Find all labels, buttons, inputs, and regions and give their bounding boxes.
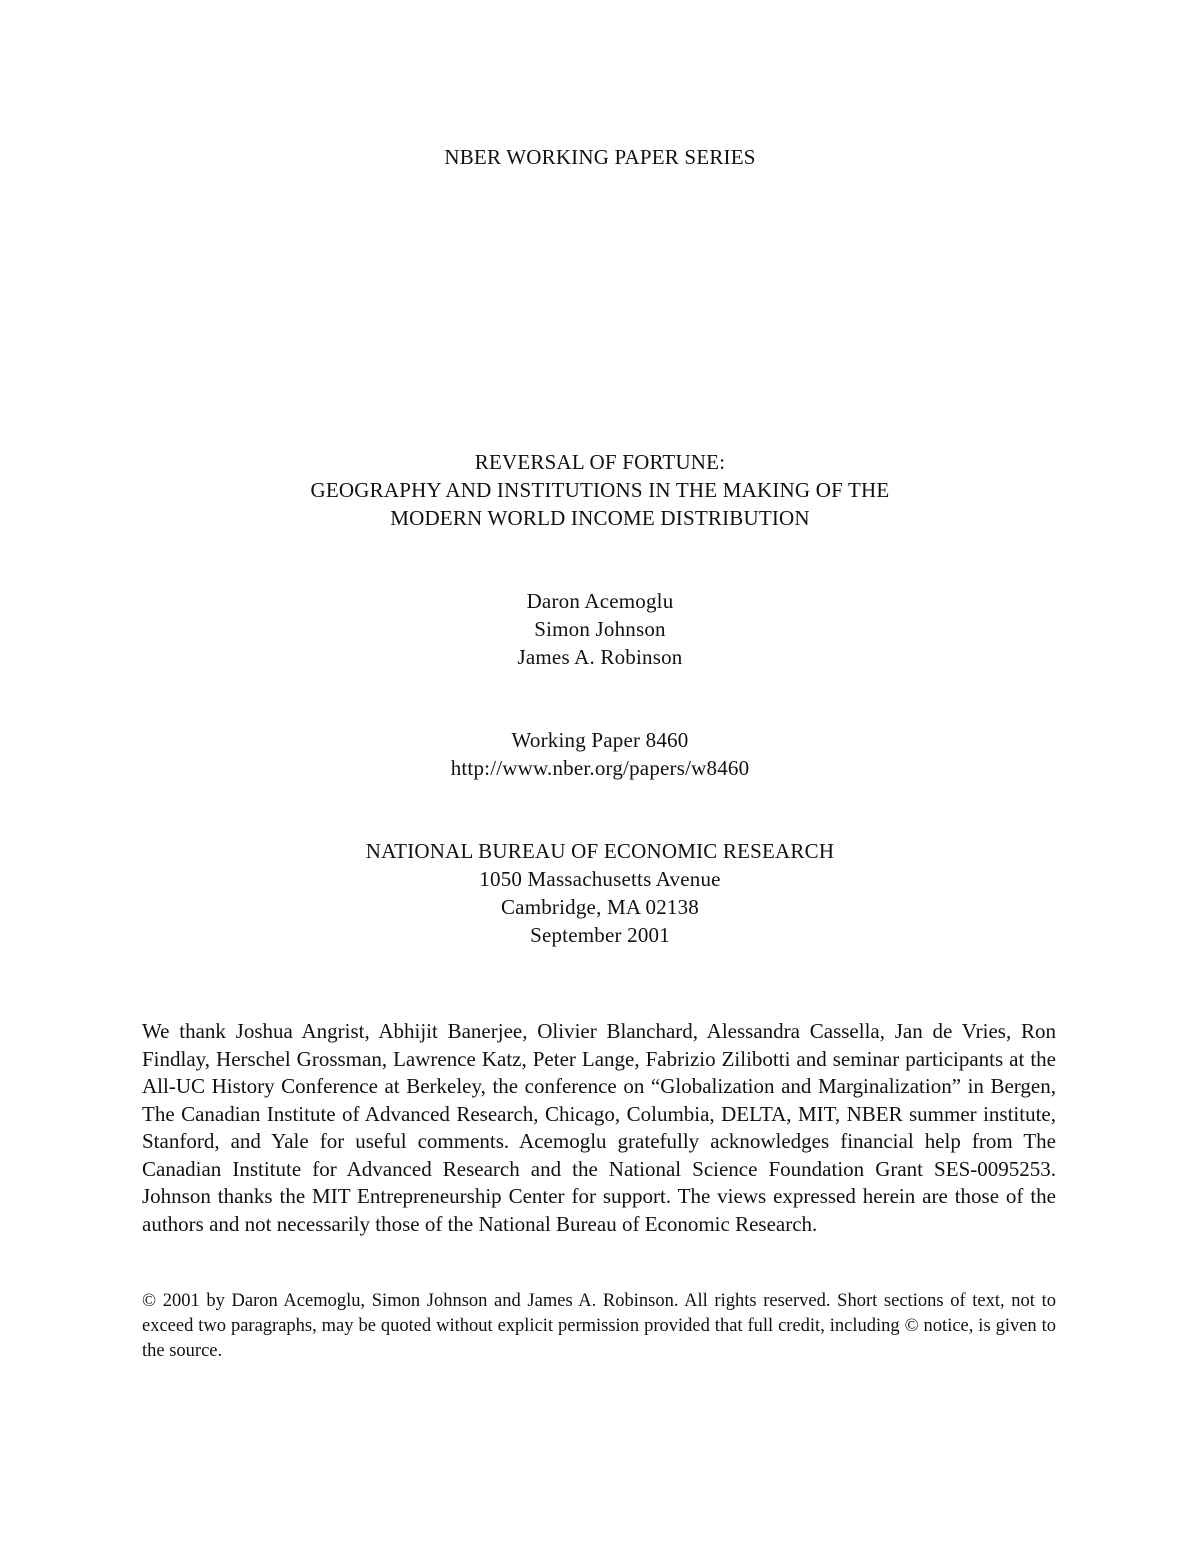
working-paper-number: Working Paper 8460	[511, 728, 689, 752]
author-name: James A. Robinson	[517, 645, 683, 669]
author-name: Simon Johnson	[534, 617, 666, 641]
series-label: NBER WORKING PAPER SERIES	[444, 145, 756, 169]
author-name: Daron Acemoglu	[526, 589, 674, 613]
acknowledgment-paragraph: We thank Joshua Angrist, Abhijit Banerjee, Olivier Blanchard, Alessandra Cassella, Jan de Vries, Ron Findlay, Herschel Grossman, Lawrence Katz, Peter Lange, Fabrizio Zilibotti and seminar participants at the All-UC History Conference at Berkeley, the conference on “Globalization and Marginalization” in Bergen, The Canadian Institute of Advanced Research, Chicago, Columbia, DELTA, MIT, NBER summer institute, Stanford, and Yale for useful comments. Acemoglu gratefully acknowledges financial help from The Canadian Institute for Advanced Research and the National Science Foundation Grant SES-0095253. Johnson thanks the MIT Entrepreneurship Center for support. The views expressed herein are those of the authors and not necessarily those of the National Bureau of Economic Research.	[142, 1019, 1056, 1236]
title-line-2: GEOGRAPHY AND INSTITUTIONS IN THE MAKING OF THE	[310, 478, 890, 502]
organization-name: NATIONAL BUREAU OF ECONOMIC RESEARCH	[365, 839, 835, 863]
title-line-1: REVERSAL OF FORTUNE:	[474, 450, 726, 474]
author-list	[0, 587, 1200, 671]
organization-block	[0, 837, 1200, 949]
copyright-notice: © 2001 by Daron Acemoglu, Simon Johnson and James A. Robinson. All rights reserved. Short sections of text, not to exceed two paragraphs, may be quoted without explicit permission provided that full credit, including © notice, is given to the source.	[142, 1290, 1056, 1361]
paper-url: http://www.nber.org/papers/w8460	[450, 756, 750, 780]
organization-street: 1050 Massachusetts Avenue	[479, 867, 721, 891]
paper-title	[0, 448, 1200, 532]
organization-city: Cambridge, MA 02138	[500, 895, 700, 919]
publication-date: September 2001	[530, 923, 670, 947]
series-heading	[0, 143, 1200, 171]
working-paper-info	[0, 726, 1200, 782]
title-line-3: MODERN WORLD INCOME DISTRIBUTION	[390, 506, 810, 530]
